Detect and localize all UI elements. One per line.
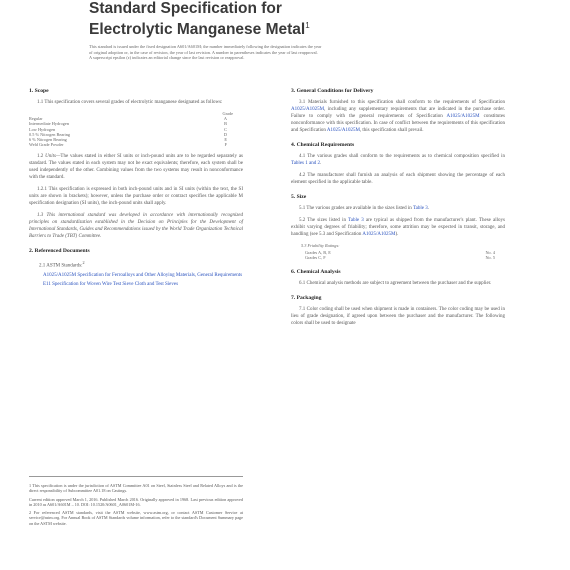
paragraph-number: 1.2 [37,154,46,160]
spec-link[interactable]: A1025/A1025M [291,107,325,112]
grade-code: A [223,116,227,122]
delivery-paragraph [291,99,505,134]
scope-paragraph-1: 1.1 This specification covers several grades of electrolytic manganese designated as follows: [37,100,223,105]
analysis-paragraph: 6.1 Chemical analysis methods are subject to agreement between the purchaser and the supplier. [299,280,492,286]
section-heading-analysis: 6. Chemical Analysis [291,268,341,275]
paragraph-text: ). [395,232,399,237]
section-heading-chemical: 4. Chemical Requirements [291,142,355,148]
title-line-1: Standard Specification for [89,0,282,17]
paragraph-text: . [319,161,322,166]
title-footnote-marker: 1 [305,21,310,30]
grade-code: B [224,121,227,127]
paragraph-text: . [427,206,429,211]
grade-row [29,142,243,147]
subheading-text: 2.1 ASTM Standards: [39,264,83,270]
table-link[interactable]: Table 3 [412,206,428,211]
reference-title-link[interactable]: Specification for Ferroalloys and Other Alloying Materials, General Requirements [77,273,243,279]
footnotes [29,476,243,529]
notice-line: of original adoption or, in the case of revision, the year of last revision. A number in parentheses indicates the year of last reapproval. [89,49,318,55]
scope-paragraph-2 [29,153,243,181]
paragraph-text: 3.1 Materials furnished to this specification shall conform to the requirements of Specification [299,100,505,105]
packaging-paragraph: 7.1 Color coding shall be used when shipment is made in containers. The color coding may be used in lieu of grade designation, if agreed upon between the purchaser and the manufacturer. The following colors shall be used to designate [291,306,505,326]
footnote-marker: 2 [82,260,85,266]
designation-notice [89,44,509,61]
left-column [29,88,243,290]
notice-line: This standard is issued under the fixed designation A601/A601M; the number immediately following the designation indicates the year [89,44,322,49]
grade-code: D [223,131,227,137]
reference-title-link[interactable]: Specification for Woven Wire Test Sieve Cloth and Test Sieves [52,281,179,287]
grade-name: Regular [29,116,43,122]
spec-link[interactable]: A1025/A1025M [326,128,360,133]
notice-line: A superscript epsilon (ε) indicates an editorial change since the last revision or reapproval. [89,55,245,61]
grades-list [29,111,243,147]
size-paragraph-2 [291,217,505,238]
friability-rating: No. 4 [485,250,495,256]
grade-name: 0.5 % Nitrogen Bearing [29,131,71,137]
paragraph-text: , including any supplementary requirements that are indicated in the purchase order. Failure to comply with the general requirements of Specification [291,107,505,119]
paragraph-text: The values stated in either SI units or inch-pound units are to be regarded separately as standard. The values stated in each system may not be exact equivalents; therefore, each system shall be used independently of the other. Combining values from the two systems may result in nonconformance with the standard. [29,154,244,181]
section-heading-size: 5. Size [291,194,307,200]
chemical-paragraph-2: 4.2 The manufacturer shall furnish an analysis of each shipment showing the percentage of each element specified in the applicable table. [291,173,505,185]
friability-grades: Grades C, F [305,255,326,261]
friability-rating: No. 5 [485,255,495,261]
friability-ratings [291,243,505,261]
footnote: 1 This specification is under the jurisdiction of ASTM Committee A01 on Steel, Stainless Steel and Related Alloys and is the direct responsibility of Subcommittee A01.18 on Castings. [29,483,243,494]
grade-column-label: Grade [222,111,233,116]
grade-code: E [224,137,227,143]
section-heading-references: 2. Referenced Documents [29,248,90,255]
paragraph-text: 5.1 The various grades are available in the sizes listed in [299,206,413,211]
title-line-2 [89,17,509,38]
spec-link[interactable]: A1025/A1025M [446,114,480,119]
size-paragraph-1 [291,205,505,212]
grade-name: Weld Grade Powder [29,142,64,148]
grade-code: C [224,126,227,132]
footnote: Current edition approved March 1, 2016. Published March 2016. Originally approved in 1968. Last previous edition approved in 2010 as A601/A601M – 10. DOI: 10.1520/A0601_A0601M-16. [29,496,243,507]
footnote: 2 For referenced ASTM standards, visit the ASTM website, www.astm.org, or contact ASTM Customer Service at service@astm.org. For Annual Book of ASTM Standards volume information, refer to the standard's Document Summary page on the ASTM website. [29,510,243,526]
friability-grades: Grades A, B, E [305,250,331,256]
section-heading-delivery: 3. General Conditions for Delivery [291,88,374,94]
table-link[interactable]: Table 3 [348,218,364,223]
title-text: Electrolytic Manganese Metal [89,21,306,39]
tables-link[interactable]: Tables 1 and 2 [291,161,320,166]
section-heading-packaging: 7. Packaging [291,294,322,301]
grade-name: 6 % Nitrogen Bearing [29,137,67,143]
reference-code-link[interactable]: E11 [43,281,51,287]
paragraph-text: 4.1 The various grades shall conform to the requirements as to chemical composition specified in [299,154,505,159]
reference-item[interactable] [43,273,243,280]
right-column [291,88,505,332]
paragraph-text: , this specification shall prevail. [359,128,424,133]
scope-paragraph-3: 1.2.1 This specification is expressed in both inch-pound units and in SI units (within the text, the SI units are shown in brackets); however, unless the purchase order or contract specifies the applicable M specification designation (SI units), the inch-pound units shall apply. [29,187,243,207]
paragraph-text: are typical as shipped from the manufacturer's plant. These alloys exhibit varying degrees of friability; therefore, some attrition may be expected in transit, storage, and handling (see 5.3 and Specification [291,218,505,237]
grade-code: F [224,142,227,148]
units-label: Units— [45,154,61,160]
astm-standards-subheading [39,259,243,270]
chemical-paragraph-1 [291,153,505,167]
paragraph-text: constitutes nonconformance with this specification. In case of conflict between the requirements of this specification and Specification [291,114,505,133]
reference-item[interactable] [43,282,243,289]
section-heading-scope: 1. Scope [29,88,49,94]
friability-caption: 5.3 Friability Ratings: [301,243,340,248]
reference-code-link[interactable]: A1025/A1025M [43,273,77,279]
scope-paragraph-4: 1.3 This international standard was developed in accordance with internationally recognized principles on standardization established in the Decision on Principles for the Development of International Standards, Guides and Recommendations issued by the World Trade Organization Technical Barriers to Trade (TBT) Committee. [29,213,243,240]
grade-name: Intermediate Hydrogen [29,121,69,127]
friability-row [291,255,505,260]
document-title [89,0,509,38]
grade-name: Low Hydrogen [29,126,56,132]
paragraph-text: 5.2 The sizes listed in [299,218,349,223]
spec-link[interactable]: A1025/A1025M [362,232,396,237]
